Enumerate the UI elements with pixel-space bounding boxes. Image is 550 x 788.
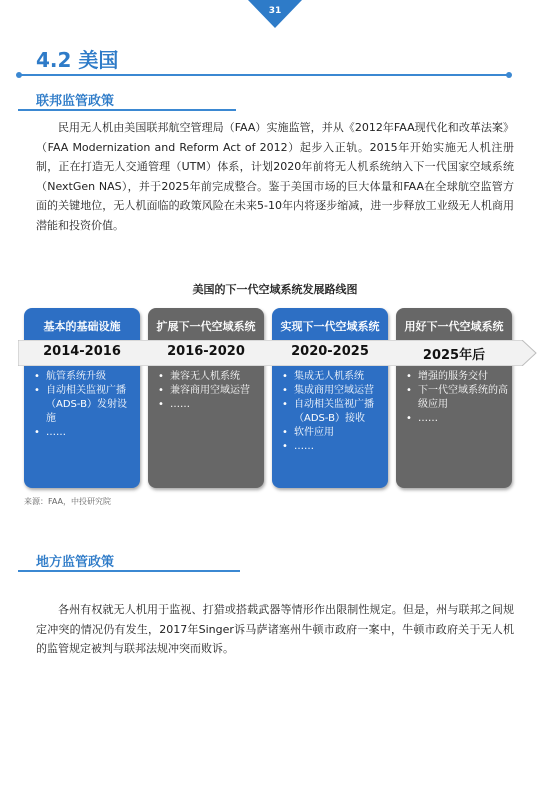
phase-list-item: • …… bbox=[282, 440, 384, 454]
phase-list-item: • 航管系统升级 bbox=[34, 370, 136, 384]
phase-list-item: • …… bbox=[34, 426, 136, 440]
page-number-tab bbox=[248, 0, 302, 30]
roadmap-source: 来源：FAA，中投研究院 bbox=[24, 497, 112, 506]
phase-heading: 扩展下一代空域系统 bbox=[156, 320, 256, 333]
phase-list-item: • 兼容商用空域运营 bbox=[158, 384, 260, 398]
local-heading-rule bbox=[18, 570, 240, 572]
phase-years: 2014-2016 bbox=[43, 344, 121, 359]
roadmap-title: 美国的下一代空域系统发展路线图 bbox=[192, 283, 358, 296]
phase-list bbox=[406, 370, 508, 426]
phase-list-item: • 集成商用空域运营 bbox=[282, 384, 384, 398]
phase-years: 2016-2020 bbox=[167, 344, 245, 359]
rule-dot-left bbox=[16, 72, 22, 78]
phase-heading: 实现下一代空域系统 bbox=[280, 320, 380, 333]
phase-list-item: • …… bbox=[158, 398, 260, 412]
phase-heading: 基本的基础设施 bbox=[43, 320, 121, 333]
local-policy-paragraph: 各州有权就无人机用于监视、打猎或搭载武器等情形作出限制性规定。但是，州与联邦之间规定冲突的情况仍有发生，2017年Singer诉马萨诸塞州牛顿市政府一案中，牛顿市政府关于无人机的监管规定被判与联邦法规冲突而败诉。 bbox=[36, 603, 514, 655]
local-policy-heading: 地方监管政策 bbox=[36, 555, 115, 570]
federal-policy-heading: 联邦监管政策 bbox=[36, 94, 115, 109]
phase-list-item: • …… bbox=[406, 412, 508, 426]
rule-dot-right bbox=[506, 72, 512, 78]
roadmap-phase-1 bbox=[24, 308, 140, 488]
section-title: 4.2 美国 bbox=[36, 48, 119, 72]
roadmap-phase-4 bbox=[396, 308, 512, 488]
phase-years: 2020-2025 bbox=[291, 344, 369, 359]
section-title-rule bbox=[18, 74, 510, 76]
phase-list-item: • 下一代空域系统的高级应用 bbox=[406, 384, 508, 412]
roadmap-phase-3 bbox=[272, 308, 388, 488]
phase-list bbox=[34, 370, 136, 440]
federal-policy-paragraph: 民用无人机由美国联邦航空管理局（FAA）实施监管，并从《2012年FAA现代化和改革法案》（FAA Modernization and Reform Act of 2012）起步入正轨。2015年开始实施无人机注册制，正在打造无人交通管理（UTM）体系，计划2020年前将无人机系统纳入下一代国家空域系统（NextGen NAS），并于2025年前完成整合。鉴于美国市场的巨大体量和FAA在全球航空监管方面的关键地位，无人机面临的政策风险在未来5-10年内将逐步缩减，进一步释放工业级无人机商用潜能和投资价值。 bbox=[36, 121, 514, 232]
federal-heading-rule bbox=[18, 109, 236, 111]
phase-list-item: • 软件应用 bbox=[282, 426, 384, 440]
phase-list-item: • 集成无人机系统 bbox=[282, 370, 384, 384]
page-number: 31 bbox=[268, 6, 282, 16]
phase-years: 2025年后 bbox=[422, 348, 486, 363]
phase-heading: 用好下一代空域系统 bbox=[404, 320, 504, 333]
phase-list-item: • 增强的服务交付 bbox=[406, 370, 508, 384]
phase-list bbox=[282, 370, 384, 454]
phase-list-item: • 兼容无人机系统 bbox=[158, 370, 260, 384]
phase-list-item: • 自动相关监视广播（ADS-B）接收 bbox=[282, 398, 384, 426]
phase-list bbox=[158, 370, 260, 412]
roadmap-phase-2 bbox=[148, 308, 264, 488]
phase-list-item: • 自动相关监视广播（ADS-B）发射设施 bbox=[34, 384, 136, 426]
